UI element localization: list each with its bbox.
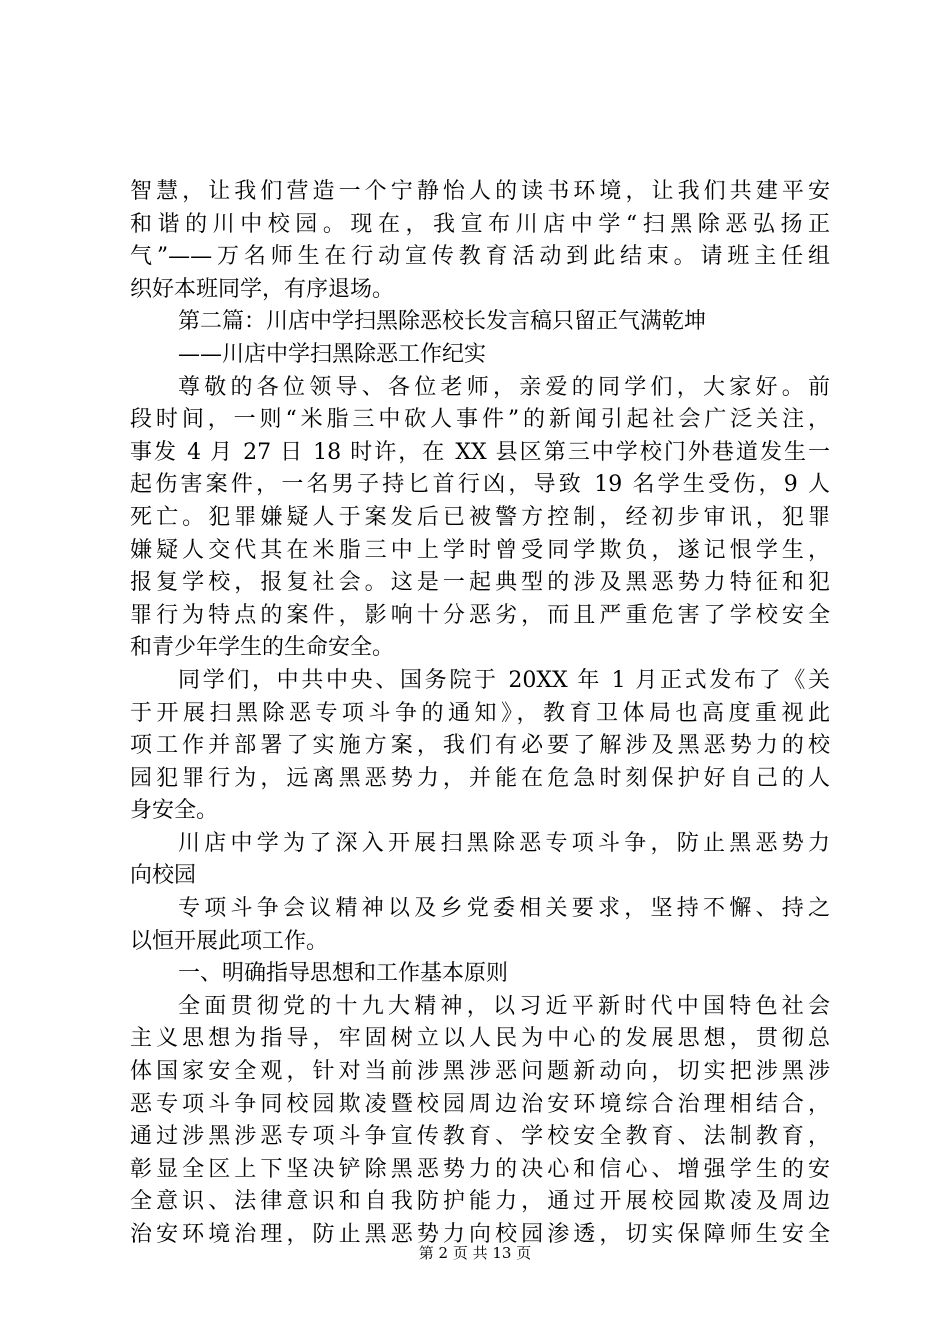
text-line: 起伤害案件，一名男子持匕首行凶，导致 19 名学生受伤，9 人 xyxy=(130,472,830,498)
text-line: 嫌疑人交代其在米脂三中上学时曾受同学欺负，遂记恨学生， xyxy=(130,537,830,563)
text-line: 织好本班同学，有序退场。 xyxy=(130,276,395,302)
text-line: 彰显全区上下坚决铲除黑恶势力的决心和信心、增强学生的安 xyxy=(130,1156,830,1182)
text-line: ——川店中学扫黑除恶工作纪实 xyxy=(178,341,487,367)
text-line: 气”——万名师生在行动宣传教育活动到此结束。请班主任组 xyxy=(130,244,830,270)
text-line: 同学们，中共中央、国务院于 20XX 年 1 月正式发布了《关 xyxy=(178,667,830,693)
text-line: 川店中学为了深入开展扫黑除恶专项斗争，防止黑恶势力 xyxy=(178,830,830,856)
text-line: 和谐的川中校园。现在，我宣布川店中学“扫黑除恶弘扬正 xyxy=(130,211,830,237)
document-body xyxy=(130,176,830,1252)
text-line: 一、明确指导思想和工作基本原则 xyxy=(178,961,509,987)
text-line: 罪行为特点的案件，影响十分恶劣，而且严重危害了学校安全 xyxy=(130,602,830,628)
text-line: 身安全。 xyxy=(130,798,219,824)
text-line: 和青少年学生的生命安全。 xyxy=(130,635,395,661)
text-line: 段时间，一则“米脂三中砍人事件”的新闻引起社会广泛关注， xyxy=(130,407,830,433)
text-line: 以恒开展此项工作。 xyxy=(130,928,329,954)
text-line: 专项斗争会议精神以及乡党委相关要求，坚持不懈、持之 xyxy=(178,896,830,922)
text-line: 体国家安全观，针对当前涉黑涉恶问题新动向，切实把涉黑涉 xyxy=(130,1059,830,1085)
text-line: 项工作并部署了实施方案，我们有必要了解涉及黑恶势力的校 xyxy=(130,733,830,759)
text-line: 全意识、法律意识和自我防护能力，通过开展校园欺凌及周边 xyxy=(130,1189,830,1215)
text-line: 死亡。犯罪嫌疑人于案发后已被警方控制，经初步审讯，犯罪 xyxy=(130,504,830,530)
text-line: 智慧，让我们营造一个宁静怡人的读书环境，让我们共建平安 xyxy=(130,179,830,204)
page-footer: 第 2 页 共 13 页 xyxy=(418,1244,532,1262)
text-line: 报复学校，报复社会。这是一起典型的涉及黑恶势力特征和犯 xyxy=(130,570,830,596)
text-line: 园犯罪行为，远离黑恶势力，并能在危急时刻保护好自己的人 xyxy=(130,765,830,791)
text-line: 主义思想为指导，牢固树立以人民为中心的发展思想，贯彻总 xyxy=(130,1026,830,1052)
text-line: 向校园 xyxy=(130,863,197,889)
text-line: 尊敬的各位领导、各位老师，亲爱的同学们，大家好。前 xyxy=(178,374,830,400)
text-line: 事发 4 月 27 日 18 时许，在 XX 县区第三中学校门外巷道发生一 xyxy=(130,439,830,465)
text-line: 全面贯彻党的十九大精神，以习近平新时代中国特色社会 xyxy=(178,993,830,1019)
text-line: 第二篇：川店中学扫黑除恶校长发言稿只留正气满乾坤 xyxy=(178,309,707,335)
text-line: 于开展扫黑除恶专项斗争的通知》，教育卫体局也高度重视此 xyxy=(130,700,830,726)
text-line: 通过涉黑涉恶专项斗争宣传教育、学校安全教育、法制教育， xyxy=(130,1124,830,1150)
text-line: 治安环境治理，防止黑恶势力向校园渗透，切实保障师生安全 xyxy=(130,1222,830,1247)
text-line: 恶专项斗争同校园欺凌暨校园周边治安环境综合治理相结合， xyxy=(130,1091,830,1117)
